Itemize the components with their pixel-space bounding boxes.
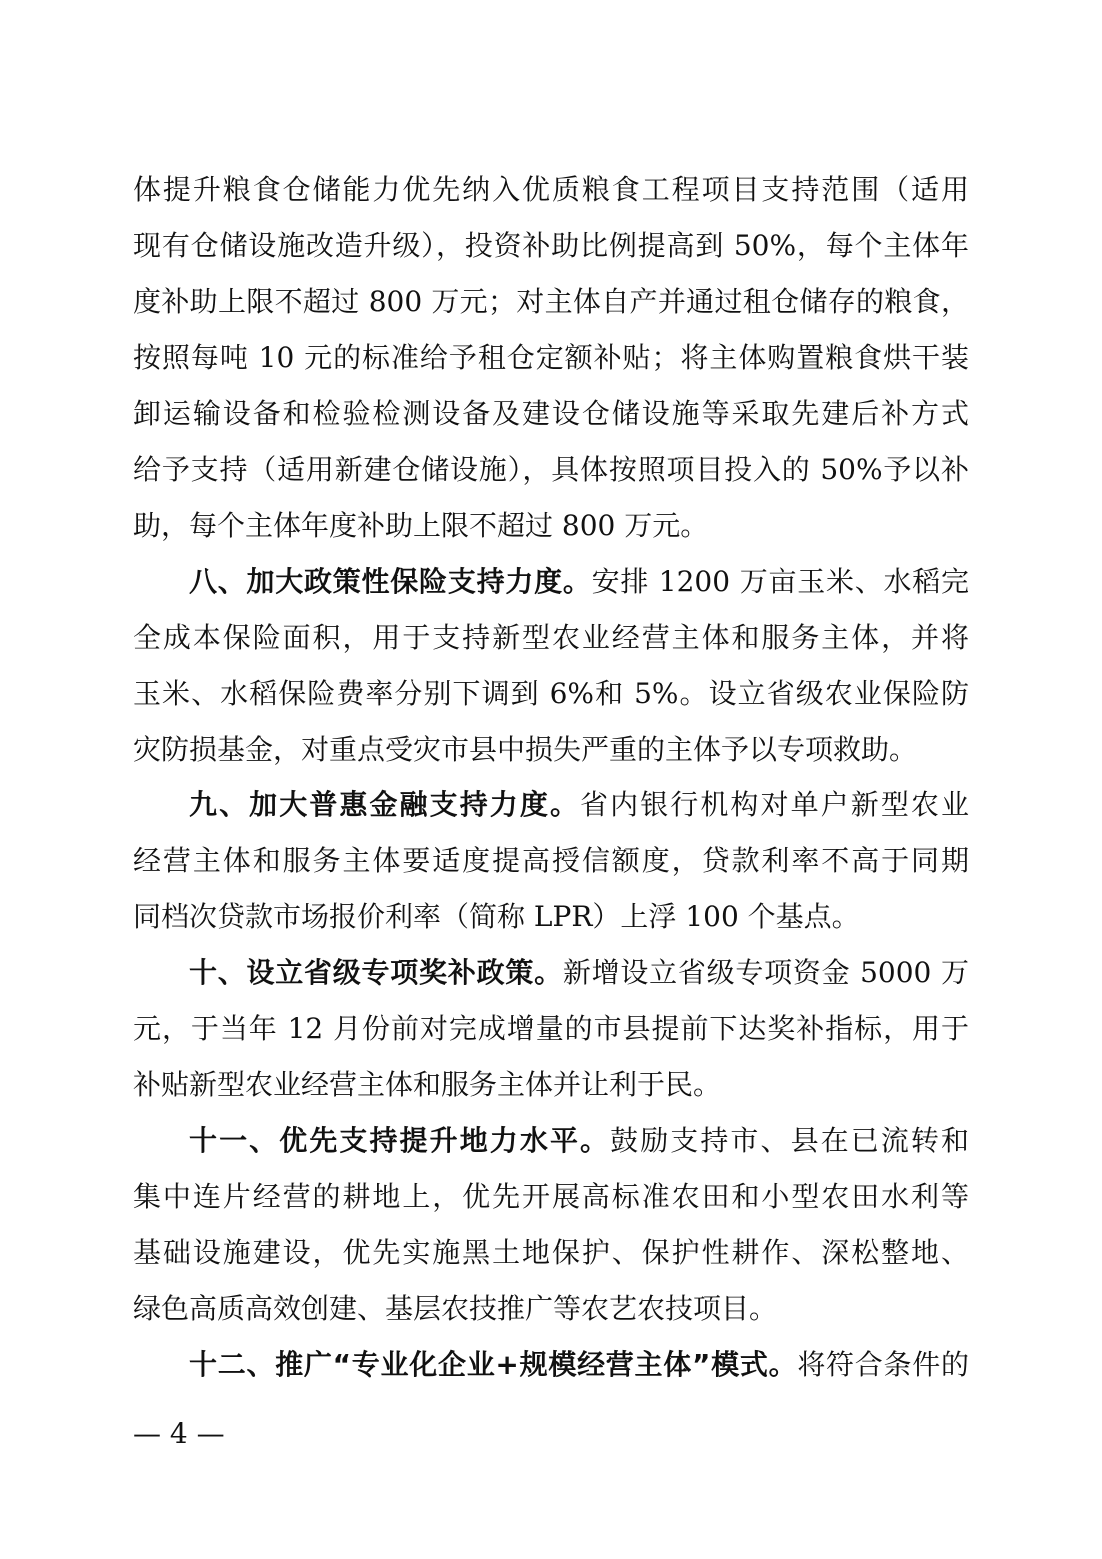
- page-number: — 4 —: [133, 1417, 225, 1450]
- body-text-line: 补贴新型农业经营主体和服务主体并让利于民。: [133, 1068, 722, 1101]
- body-text-line: 基础设施建设，优先实施黑土地保护、保护性耕作、深松整地、: [133, 1236, 969, 1269]
- section-nine-first-line: 九、加大普惠金融支持力度。省内银行机构对单户新型农业: [189, 788, 969, 821]
- section-heading: 十一、优先支持提升地力水平。: [189, 1124, 611, 1157]
- section-eight-first-line: 八、加大政策性保险支持力度。安排 1200 万亩玉米、水稻完: [189, 565, 969, 598]
- body-text-line: 同档次贷款市场报价利率（简称 LPR）上浮 100 个基点。: [133, 900, 860, 933]
- body-text-line: 元，于当年 12 月份前对完成增量的市县提前下达奖补指标，用于: [133, 1012, 969, 1045]
- section-ten-first-line: 十、设立省级专项奖补政策。新增设立省级专项资金 5000 万: [189, 956, 969, 989]
- body-text-line: 按照每吨 10 元的标准给予租仓定额补贴；将主体购置粮食烘干装: [133, 341, 969, 374]
- section-twelve-first-line: 十二、推广“专业化企业+规模经营主体”模式。将符合条件的: [189, 1348, 969, 1381]
- body-text-line: 绿色高质高效创建、基层农技推广等农艺农技项目。: [133, 1292, 778, 1325]
- body-text-line: 度补助上限不超过 800 万元；对主体自产并通过租仓储存的粮食，: [133, 285, 969, 318]
- section-eleven-first-line: 十一、优先支持提升地力水平。鼓励支持市、县在已流转和: [189, 1124, 969, 1157]
- body-text-line: 灾防损基金，对重点受灾市县中损失严重的主体予以专项救助。: [133, 733, 918, 766]
- body-text-line: 玉米、水稻保险费率分别下调到 6%和 5%。设立省级农业保险防: [133, 677, 969, 710]
- body-text-line: 卸运输设备和检验检测设备及建设仓储设施等采取先建后补方式: [133, 397, 969, 430]
- body-text-line: 助，每个主体年度补助上限不超过 800 万元。: [133, 509, 709, 542]
- body-text-line: 给予支持（适用新建仓储设施），具体按照项目投入的 50%予以补: [133, 453, 969, 486]
- body-text-line: 集中连片经营的耕地上，优先开展高标准农田和小型农田水利等: [133, 1180, 969, 1213]
- section-heading: 十二、推广“专业化企业+规模经营主体”模式。: [189, 1348, 798, 1381]
- section-heading: 八、加大政策性保险支持力度。: [189, 565, 592, 598]
- body-text-line: 经营主体和服务主体要适度提高授信额度，贷款利率不高于同期: [133, 844, 969, 877]
- body-text-line: 现有仓储设施改造升级），投资补助比例提高到 50%，每个主体年: [133, 229, 969, 262]
- section-heading: 十、设立省级专项奖补政策。: [189, 956, 563, 989]
- section-heading: 九、加大普惠金融支持力度。: [189, 788, 581, 821]
- body-text-line: 体提升粮食仓储能力优先纳入优质粮食工程项目支持范围（适用: [133, 173, 969, 206]
- body-text-line: 全成本保险面积，用于支持新型农业经营主体和服务主体，并将: [133, 621, 969, 654]
